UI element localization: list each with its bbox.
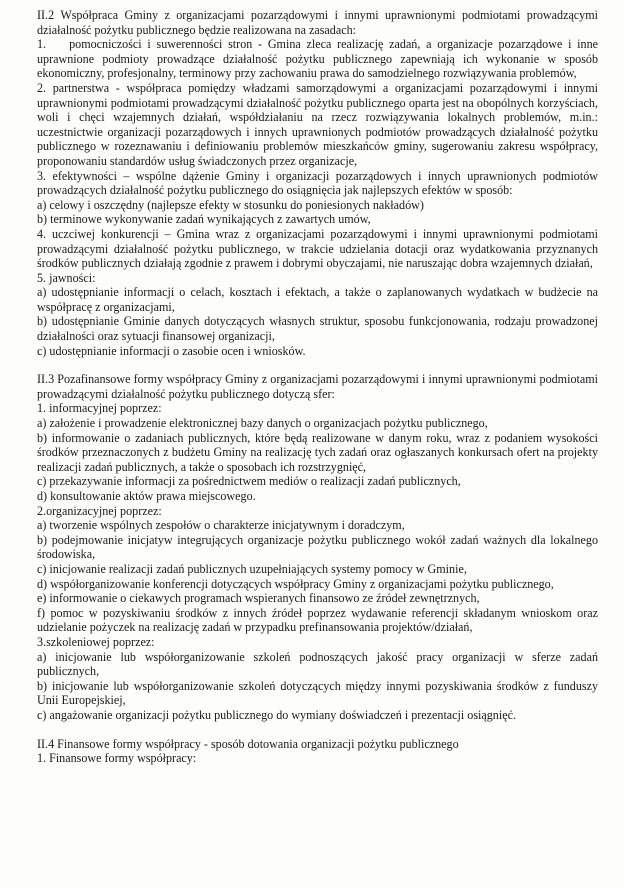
principle-3: 3. efektywności – wspólne dążenie Gminy i organizacji pozarządowych i innych uprawnionych podmiotów prowadzących działalność pożytku publicznego do osiągnięcia jak najlepszych efektów w sposób: bbox=[37, 168, 598, 198]
sphere-3-item-c: c) angażowanie organizacji pożytku publicznego do wymiany doświadczeń i prezentacji osiągnięć. bbox=[37, 707, 516, 722]
section-ii4 bbox=[37, 737, 598, 766]
principle-1 bbox=[37, 37, 598, 81]
sphere-1-item-a: a) założenie i prowadzenie elektronicznej bazy danych o organizacjach pożytku publicznego, bbox=[37, 416, 488, 431]
sphere-2-item-b: b) podejmowanie inicjatyw integrujących organizacje pożytku publicznego wokół zadań ważnych dla lokalnego środowiska, bbox=[37, 532, 598, 562]
section-ii3-intro: II.3 Pozafinansowe formy współpracy Gminy z organizacjami pozarządowymi i innymi uprawnionymi podmiotami prowadzącymi działalność pożytku publicznego dotyczą sfer: bbox=[37, 372, 598, 401]
principle-2: 2. partnerstwa - współpraca pomiędzy władzami samorządowymi a organizacjami pozarządowymi i innymi uprawnionymi podmiotami prowadzącymi działalność pożytku publicznego oparta jest na obopólnych korzyściach, woli i chęci wzajemnych działań, współdziałaniu na rzecz rozwiązywania lokalnych problemów, m.in.: uczestnictwie organizacji pozarządowych i innych uprawnionych podmiotów prowadzących działalność pożytku publicznego w rozeznawaniu i definiowaniu problemów mieszkańców gminy, sugerowaniu zakresu współpracy, proponowaniu standardów usług świadczonych przez organizacje, bbox=[37, 80, 598, 168]
section-spacer bbox=[37, 723, 598, 737]
sphere-2-item-f: f) pomoc w pozyskiwaniu środków z innych źródeł poprzez wydawanie referencji składanym wnioskom oraz udzielanie pożyczek na realizację zadań w przypadku prefinansowania projektów/działań, bbox=[37, 605, 598, 635]
section-ii2 bbox=[37, 8, 598, 358]
principle-4: 4. uczciwej konkurencji – Gmina wraz z organizacjami pozarządowymi i innymi uprawnionymi podmiotami prowadzącymi działalność pożytku publicznego, w trakcie udzielania dotacji oraz wydatkowania przyznanych środków publicznych działają zgodnie z prawem i dobrymi obyczajami, nie naruszając dobra wzajemnych działań, bbox=[37, 226, 598, 271]
principle-5-item-c: c) udostępnianie informacji o zasobie ocen i wniosków. bbox=[37, 343, 306, 358]
sphere-1-item-b: b) informowanie o zadaniach publicznych, które będą realizowane w danym roku, wraz z podaniem wysokości środków przeznaczonych z budżetu Gminy na realizację tych zadań oraz ogłaszanych konkursach ofert na projekty realizacji zadań publicznych, a także o sposobach ich rozstrzygnięć, bbox=[37, 430, 598, 474]
section-ii3 bbox=[37, 372, 598, 722]
section-spacer bbox=[37, 358, 598, 372]
principle-3-item-b: b) terminowe wykonywanie zadań wynikających z zawartych umów, bbox=[37, 212, 371, 227]
sphere-1: 1. informacyjnej poprzez: bbox=[37, 401, 162, 416]
sphere-3-item-b: b) inicjowanie lub współorganizowanie szkoleń dotyczących między innymi pozyskiwania środków z funduszy Unii Europejskiej, bbox=[37, 678, 598, 708]
principle-1-text: pomocniczości i suwerenności stron - Gmina zleca realizację zadań, a organizacje pozarządowe i inne uprawnione podmioty prowadzące działalność pożytku publicznego zapewniają ich wykonanie w sposób ekonomiczny, profesjonalny, terminowy przy zachowaniu prawa do samodzielnego rozwiązywania problemów, bbox=[37, 37, 599, 81]
sphere-1-item-c: c) przekazywanie informacji za pośrednictwem mediów o realizacji zadań publicznych, bbox=[37, 474, 461, 489]
sphere-1-item-d: d) konsultowanie aktów prawa miejscowego. bbox=[37, 489, 256, 503]
principle-5: 5. jawności: bbox=[37, 270, 96, 285]
sphere-2-item-c: c) inicjowanie realizacji zadań publicznych uzupełniających systemy pomocy w Gminie, bbox=[37, 561, 467, 576]
principle-5-item-a: a) udostępnianie informacji o celach, kosztach i efektach, a także o zaplanowanych wydatkach w budżecie na współpracę z organizacjami, bbox=[37, 285, 598, 314]
section-ii4-intro: II.4 Finansowe formy współpracy - sposób dotowania organizacji pożytku publicznego bbox=[37, 736, 459, 751]
sphere-2-item-a: a) tworzenie wspólnych zespołów o charakterze inicjatywnym i doradczym, bbox=[37, 518, 405, 533]
principle-1-number: 1. bbox=[37, 37, 47, 52]
sphere-2: 2.organizacyjnej poprzez: bbox=[37, 503, 162, 518]
principle-5-item-b: b) udostępnianie Gminie danych dotyczących własnych struktur, sposobu funkcjonowania, rodzaju prowadzonej działalności oraz sytuacji finansowej organizacji, bbox=[37, 314, 598, 344]
section-ii2-intro: II.2 Współpraca Gminy z organizacjami pozarządowymi i innymi uprawnionymi podmiotami prowadzącymi działalność pożytku publicznego będzie realizowana na zasadach: bbox=[37, 8, 598, 37]
financial-form-1: 1. Finansowe formy współpracy: bbox=[37, 751, 197, 766]
sphere-3: 3.szkoleniowej poprzez: bbox=[37, 634, 155, 649]
sphere-2-item-d: d) współorganizowanie konferencji dotyczących współpracy Gminy z organizacjami pożytku publicznego, bbox=[37, 576, 554, 591]
principle-3-item-a: a) celowy i oszczędny (najlepsze efekty w stosunku do poniesionych nakładów) bbox=[37, 197, 424, 212]
sphere-2-item-e: e) informowanie o ciekawych programach wspieranych finansowo ze źródeł zewnętrznych, bbox=[37, 591, 480, 606]
sphere-3-item-a: a) inicjowanie lub współorganizowanie szkoleń podnoszących jakość pracy organizacji w sferze zadań publicznych, bbox=[37, 649, 598, 679]
